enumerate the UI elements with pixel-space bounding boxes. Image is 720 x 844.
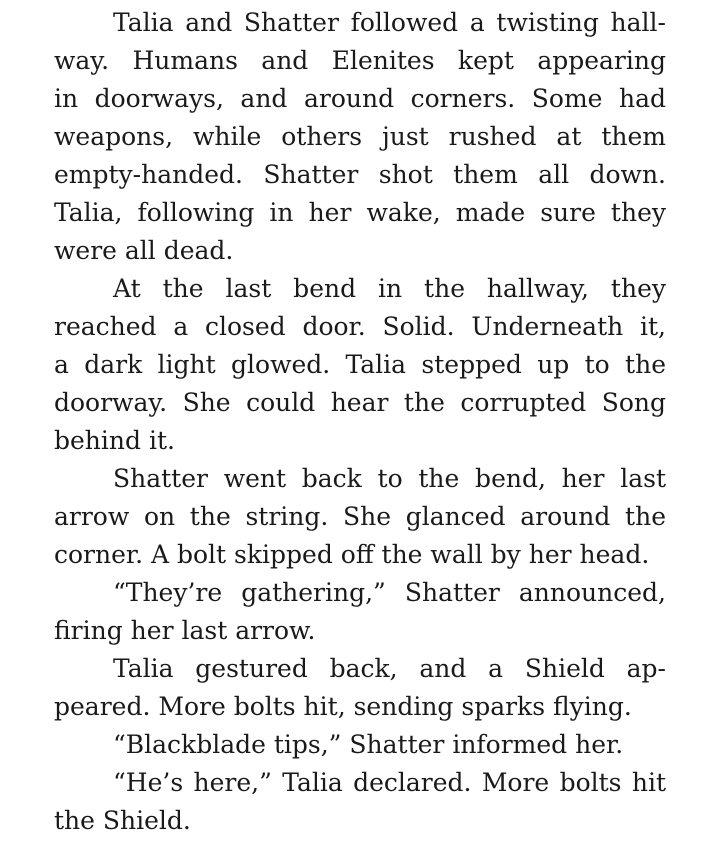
text-line: “Blackblade tips,” Shatter informed her. xyxy=(113,730,624,759)
paragraph xyxy=(54,574,666,650)
paragraph xyxy=(54,460,666,574)
text-line: were all dead. xyxy=(54,236,234,265)
text-line: empty-handed. Shatter shot them all down. xyxy=(54,160,666,189)
text-line: Talia gestured back, and a Shield ap- xyxy=(113,654,666,683)
text-line: arrow on the string. She glanced around the xyxy=(54,502,666,531)
text-line: the Shield. xyxy=(54,806,191,835)
paragraph xyxy=(54,764,666,840)
ebook-page xyxy=(54,4,666,840)
text-line: “He’s here,” Talia declared. More bolts hit xyxy=(113,768,666,797)
text-line: corner. A bolt skipped off the wall by her head. xyxy=(54,540,650,569)
text-line: “They’re gathering,” Shatter announced, xyxy=(113,578,666,607)
paragraph xyxy=(54,4,666,270)
text-line: doorway. She could hear the corrupted Song xyxy=(54,388,666,417)
text-line: behind it. xyxy=(54,426,175,455)
paragraph xyxy=(54,726,666,764)
text-line: weapons, while others just rushed at them xyxy=(54,122,666,151)
text-line: Talia and Shatter followed a twisting hall- xyxy=(113,8,666,37)
text-line: Talia, following in her wake, made sure they xyxy=(54,198,666,227)
text-line: reached a closed door. Solid. Underneath it, xyxy=(54,312,666,341)
text-line: firing her last arrow. xyxy=(54,616,316,645)
paragraph xyxy=(54,270,666,460)
text-line: peared. More bolts hit, sending sparks flying. xyxy=(54,692,632,721)
text-line: a dark light glowed. Talia stepped up to the xyxy=(54,350,666,379)
text-line: At the last bend in the hallway, they xyxy=(113,274,666,303)
text-line: in doorways, and around corners. Some had xyxy=(54,84,666,113)
paragraph xyxy=(54,650,666,726)
text-line: way. Humans and Elenites kept appearing xyxy=(54,46,666,75)
text-line: Shatter went back to the bend, her last xyxy=(113,464,666,493)
